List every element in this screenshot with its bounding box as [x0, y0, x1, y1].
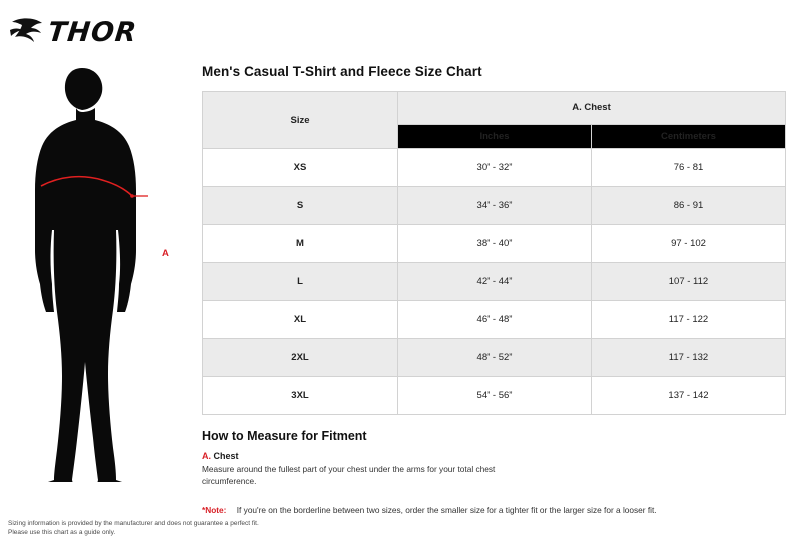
cell-centimeters: 117 - 122 [592, 301, 786, 339]
table-row [203, 301, 786, 339]
footer-disclaimer [8, 519, 259, 539]
cell-centimeters: 117 - 132 [592, 339, 786, 377]
thor-helmet-icon [8, 16, 48, 50]
cell-inches: 34” - 36” [398, 187, 592, 225]
footer-line-1: Sizing information is provided by the manufacturer and does not guarantee a perfect fit. [8, 519, 259, 527]
cell-size: 2XL [203, 339, 398, 377]
cell-centimeters: 76 - 81 [592, 149, 786, 187]
brand-name: THOR [46, 17, 139, 48]
cell-size: XS [203, 149, 398, 187]
table-row [203, 225, 786, 263]
size-chart-table [202, 91, 786, 415]
male-silhouette-icon [10, 62, 190, 482]
cell-inches: 42” - 44” [398, 263, 592, 301]
cell-centimeters: 86 - 91 [592, 187, 786, 225]
cell-inches: 38” - 40” [398, 225, 592, 263]
cell-inches: 48” - 52” [398, 339, 592, 377]
brand-logo [8, 16, 178, 50]
cell-size: 3XL [203, 377, 398, 415]
size-chart-content [202, 64, 786, 515]
page-title: Men's Casual T-Shirt and Fleece Size Chart [202, 64, 482, 79]
measurement-figure [10, 62, 190, 482]
column-group-header-chest: A. Chest [398, 92, 786, 125]
note [202, 505, 786, 515]
cell-inches: 54” - 56” [398, 377, 592, 415]
table-row [203, 187, 786, 225]
chest-callout-label: A [162, 248, 169, 259]
cell-size: M [203, 225, 398, 263]
howto-item [202, 451, 786, 487]
table-header-row-1 [203, 92, 786, 125]
cell-centimeters: 107 - 112 [592, 263, 786, 301]
footer-line-2: Please use this chart as a guide only. [8, 529, 116, 537]
cell-centimeters: 97 - 102 [592, 225, 786, 263]
howto-item-marker: A. [202, 451, 211, 461]
cell-centimeters: 137 - 142 [592, 377, 786, 415]
column-header-size: Size [203, 92, 398, 149]
table-row [203, 149, 786, 187]
table-row [203, 339, 786, 377]
column-header-inches: Inches [398, 124, 592, 148]
note-text: If you're on the borderline between two sizes, order the smaller size for a tighter fit or the larger size for a looser fit. [236, 505, 657, 516]
howto-item-description: Measure around the fullest part of your chest under the arms for your total chest circumference. [202, 464, 496, 487]
table-body [203, 149, 786, 415]
column-header-centimeters: Centimeters [592, 124, 786, 148]
table-row [203, 377, 786, 415]
cell-size: XL [203, 301, 398, 339]
howto-item-title [202, 451, 786, 461]
howto-heading: How to Measure for Fitment [202, 429, 367, 443]
cell-size: S [203, 187, 398, 225]
cell-inches: 46” - 48” [398, 301, 592, 339]
note-label: *Note: [202, 505, 227, 516]
table-header [203, 92, 786, 149]
cell-size: L [203, 263, 398, 301]
howto-item-name: Chest [213, 451, 239, 461]
table-row [203, 263, 786, 301]
cell-inches: 30” - 32” [398, 149, 592, 187]
